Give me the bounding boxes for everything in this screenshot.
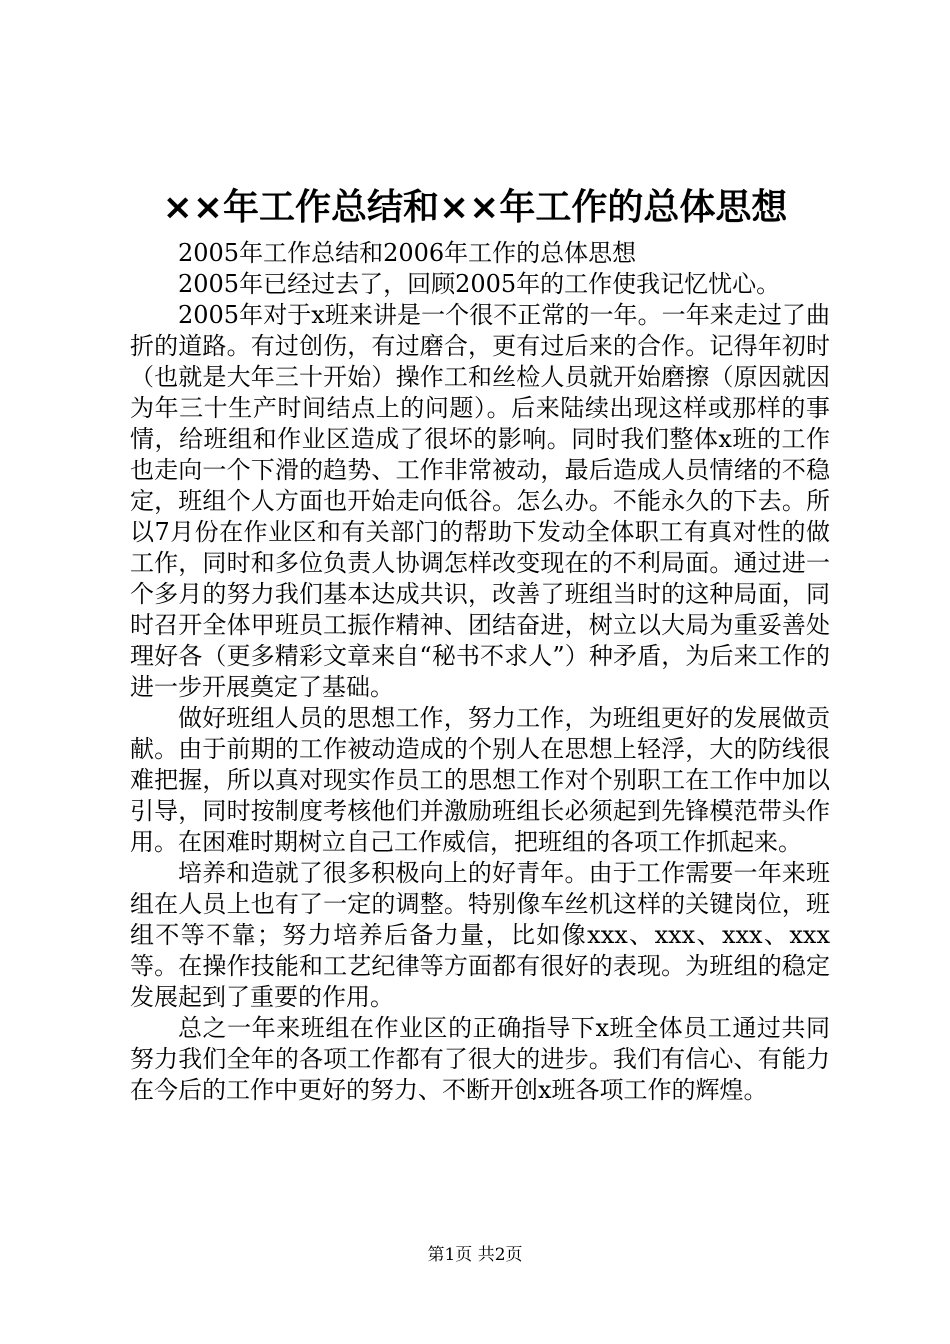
document-body: [130, 238, 830, 1106]
paragraph-review: 2005年对于x班来讲是一个很不正常的一年。一年来走过了曲折的道路。有过创伤，有过磨合，更有过后来的合作。记得年初时（也就是大年三十开始）操作工和丝检人员就开始磨擦（原因就因为年三十生产时间结点上的问题）。后来陆续出现这样或那样的事情，给班组和作业区造成了很坏的影响。同时我们整体x班的工作也走向一个下滑的趋势、工作非常被动，最后造成人员情绪的不稳定，班组个人方面也开始走向低谷。怎么办。不能永久的下去。所以7月份在作业区和有关部门的帮助下发动全体职工有真对性的做工作，同时和多位负责人协调怎样改变现在的不利局面。通过进一个多月的努力我们基本达成共识，改善了班组当时的这种局面，同时召开全体甲班员工振作精神、团结奋进，树立以大局为重妥善处理好各（更多精彩文章来自“秘书不求人”）种矛盾，为后来工作的进一步开展奠定了基础。: [130, 301, 830, 701]
paragraph-training: 培养和造就了很多积极向上的好青年。由于工作需要一年来班组在人员上也有了一定的调整。特别像车丝机这样的关键岗位，班组不等不靠；努力培养后备力量，比如像xxx、xxx、xxx、xxx等。在操作技能和工艺纪律等方面都有很好的表现。为班组的稳定发展起到了重要的作用。: [130, 859, 830, 1011]
paragraph-subtitle: 2005年工作总结和2006年工作的总体思想: [178, 239, 637, 267]
paragraph-intro: 2005年已经过去了，回顾2005年的工作使我记忆忧心。: [178, 270, 781, 298]
paragraph-conclusion: 总之一年来班组在作业区的正确指导下x班全体员工通过共同努力我们全年的各项工作都有了很大的进步。我们有信心、有能力在今后的工作中更好的努力、不断开创x班各项工作的辉煌。: [130, 1014, 830, 1104]
document-title: ××年工作总结和××年工作的总体思想: [162, 187, 788, 228]
paragraph-ideology: 做好班组人员的思想工作，努力工作，为班组更好的发展做贡献。由于前期的工作被动造成的个别人在思想上轻浮，大的防线很难把握，所以真对现实作员工的思想工作对个别职工在工作中加以引导，同时按制度考核他们并激励班组长必须起到先锋模范带头作用。在困难时期树立自己工作威信，把班组的各项工作抓起来。: [130, 704, 830, 856]
page-number: 第1页 共2页: [427, 1245, 523, 1265]
